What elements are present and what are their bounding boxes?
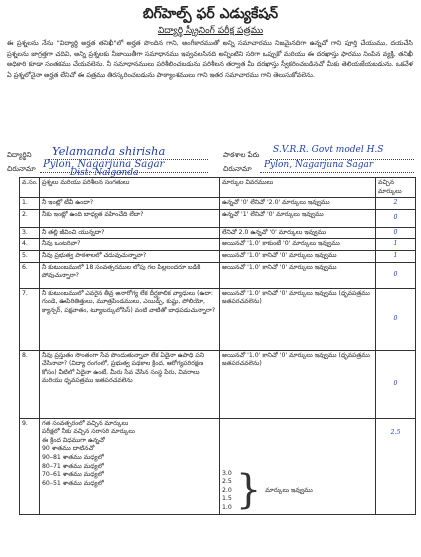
table-row — [20, 239, 416, 251]
row-score[interactable]: 0 — [376, 262, 416, 288]
row-question: నీ తల్లి జీవించి యున్నదా? — [40, 227, 220, 239]
col-header-marks-obtained: వచ్చిన మార్కులు — [376, 178, 416, 198]
row-number: 5. — [20, 250, 40, 262]
grade-marks-label: మార్కులు ఇవ్వుము — [265, 486, 313, 494]
screening-table — [19, 177, 416, 515]
grade-point: 2.0 — [222, 486, 232, 494]
row-number: 2. — [20, 209, 40, 227]
school-address-value[interactable]: Pylon, Nagarjuna Sagar — [264, 160, 374, 170]
col-header-question: ప్రశ్నలు మరియు పరిశీలన సంగతులు — [40, 178, 220, 198]
address-value-line2[interactable]: Dist: Nalgonda — [70, 168, 139, 178]
grade-scale — [222, 466, 373, 513]
row-marks-rule: లేనిచో 2.0 ఉన్నచో '0' మార్కులు ఇవ్వుము — [220, 227, 376, 239]
row9-line: 80–71 శాతము మధ్యలో — [42, 462, 104, 470]
row-marks-rule: అయినచో '1.0' కానిచో '0' మార్కులు ఇవ్వుము (ధృవపత్రము జతపరచవలెను) — [220, 288, 376, 350]
table-row — [20, 262, 416, 288]
school-address-label: చిరునామా — [223, 165, 252, 173]
table-row — [20, 227, 416, 239]
intro-paragraph — [7, 38, 413, 80]
intro-line: అన్నింటిని సరిగా ఒప్పుకో మరియు ఈ దరఖాస్తు ఫారము నింపిన వ్యక్తి, తనిఖీ అధికారి కూడా సంతకము చేయవలెను. నీ సమాధానములు పరిశీలించబడును — [7, 49, 413, 68]
col-header-number: వ.సం. — [20, 178, 40, 198]
grade-point: 3.0 — [222, 469, 232, 477]
grade-point: 2.5 — [222, 478, 232, 486]
form-title: బిగ్‌హెల్ప్ ఫర్ ఎడ్యుకేషన్ — [142, 6, 279, 22]
row-question: నీవు ప్రభుత్వ పాఠశాలలో చదువుచున్నావా? — [40, 250, 220, 262]
school-address-underline — [260, 172, 414, 173]
curly-brace-icon: } — [235, 466, 262, 513]
row9-line: 90 శాతము దాటినచో — [42, 445, 95, 453]
table-row — [20, 209, 416, 227]
row-number: 7. — [20, 288, 40, 350]
row-number: 1. — [20, 198, 40, 210]
row-question: నీవు ఒంటరివా? — [40, 239, 220, 251]
row-marks-rule: అయినచో '1.0' కానిచో '0' మార్కులు ఇవ్వుము — [220, 262, 376, 288]
row9-line: ఈ క్రింద విధముగా ఉన్నచో — [42, 436, 105, 444]
student-name-label: విద్యార్థిని — [7, 151, 32, 159]
row-question: నీవు ప్రస్తుతం సొంతంగా సేవ పొందుతున్నావా లేక ఏదైనా ఉపాధి పని చేసినావా? (విద్యా రంగంలో, ప్రభుత్వ పథకాల క్రింద, ఆరోగ్యపరిరక్షణ కోసం) వీటిలో ఏదైనా ఉంటే, మీరు సేవ చేసిన సంస్థ పేరు, వివరాలు మరియు ధృవపత్రము జతపరచవలెను — [40, 350, 220, 418]
form-subtitle: విద్యార్థి స్క్రీనింగ్ పరీక్ష పత్రము — [157, 26, 264, 36]
table-row — [20, 350, 416, 418]
row-score[interactable]: 0 — [376, 288, 416, 350]
row9-title: గత సంవత్సరంలో వచ్చిన మార్కులు — [42, 419, 129, 427]
row-marks-rule: అయినచో '1.0' కాకుంటే '0' మార్కులు ఇవ్వుము — [220, 239, 376, 251]
school-name-value[interactable]: S.V.R.R. Govt model H.S — [273, 145, 384, 155]
row-number: 4. — [20, 239, 40, 251]
row-question: నీ కుటుంబములో ఎవరైన తీవ్ర అనారోగ్య లేక దీర్ఘకాలిక వ్యాధులు (ఉదా: గుండె, ఊపిరితిత్తులు, మూత్రపిండములు, ఎయిడ్స్, కుష్టు, పోలియో, క్యాన్సర్, పక్షవాతం, ట్యూబర్కులోసిస్) వంటి వాటితో బాధపడుచున్నారా? — [40, 288, 220, 350]
table-row — [20, 288, 416, 350]
grade-point: 1.5 — [222, 495, 232, 503]
intro-line: ఈ ప్రశ్నలను నేను "విద్యార్థి అర్హత తనిఖీ"లో అర్హత పొందిన గాని, అంగీకారముతో అన్ని సమాచారము నిజమైనదిగా ఉన్నచో గాని పూర్తి చేయుము, దయచేసి ప్రశ్నలను జాగ్రత్తగా చదివి, అన్ని ప్రశ్నలకు నీజాయితీగా సమాధానము ఇవ్వవలసినది — [7, 39, 413, 58]
col-header-marks-details: మార్కుల వివరములు — [220, 178, 376, 198]
row-question: నీ కుటుంబములో 18 సంవత్సరముల లోపు గల పిల్లలందరూ బడికి పోవుచున్నారా? — [40, 262, 220, 288]
row-number: 8. — [20, 350, 40, 418]
row-marks-rule: ఉన్నచో '0' లేనిచో '2.0' మార్కులు ఇవ్వుము — [220, 198, 376, 210]
row-number: 6. — [20, 262, 40, 288]
intro-line: పాఠ్యాంశములు గాని ఇతర సమాచారము గాని తెలుసుకోవలెను. — [156, 70, 315, 79]
row-question — [40, 418, 220, 514]
row-score[interactable]: 2 — [376, 198, 416, 210]
row9-line: 70–61 శాతము మధ్యలో — [42, 471, 104, 479]
table-row — [20, 250, 416, 262]
row-score[interactable]: 0 — [376, 227, 416, 239]
intro-line: పరిశీలన తర్వాత మీ దరఖాస్తు స్వీకరించబడినచో మీకు తెలియజేయబడును. ఒకవేళ ఏ ప్రశ్నలోనైనా అర్హత లేనిచో ఈ పత్రము తిరస్కరించబడును — [7, 60, 413, 79]
row-score[interactable]: 2.5 — [376, 418, 416, 514]
row-score[interactable]: 0 — [376, 209, 416, 227]
row-number: 9. — [20, 418, 40, 514]
row9-line: పరీక్షలో నీకు వచ్చిన సరాసరి మార్కులు — [42, 428, 135, 436]
address-value-line1[interactable]: Pylon, Nagarjuna Sagar — [43, 159, 165, 170]
row-score[interactable]: 1 — [376, 239, 416, 251]
address-label: చిరునామా — [7, 165, 36, 173]
row-score[interactable]: 1 — [376, 250, 416, 262]
table-row — [20, 198, 416, 210]
table-row — [20, 418, 416, 514]
table-header-row — [20, 178, 416, 198]
row-question: నీ ఇంట్లో టీవీ ఉందా? — [40, 198, 220, 210]
grade-points — [222, 470, 232, 513]
school-name-label: పాఠశాల పేరు — [223, 151, 260, 159]
row-number: 3. — [20, 227, 40, 239]
row-question: నీకు ఇంట్లో ఉంది బాధ్యత వహించేది లేదా? — [40, 209, 220, 227]
row-marks-rule: అయినచో '1.0' కానిచో '0' మార్కులు ఇవ్వుము — [220, 250, 376, 262]
row-marks-rule: అయినచో '1.0' కానిచో '0' మార్కులు ఇవ్వుము (ధృవపత్రము జతపరచవలెను) — [220, 350, 376, 418]
grade-point: 1.0 — [222, 503, 232, 511]
student-name-value[interactable]: Yelamanda shirisha — [52, 144, 166, 158]
row-marks-rule: ఉన్నచో '1' లేనిచో '0' మార్కులు ఇవ్వుము — [220, 209, 376, 227]
row9-marks-scale — [220, 418, 376, 514]
row-score[interactable]: 0 — [376, 350, 416, 418]
row9-line: 60–51 శాతము మధ్యలో — [42, 479, 104, 487]
row9-line: 90–81 శాతము మధ్యలో — [42, 453, 104, 461]
